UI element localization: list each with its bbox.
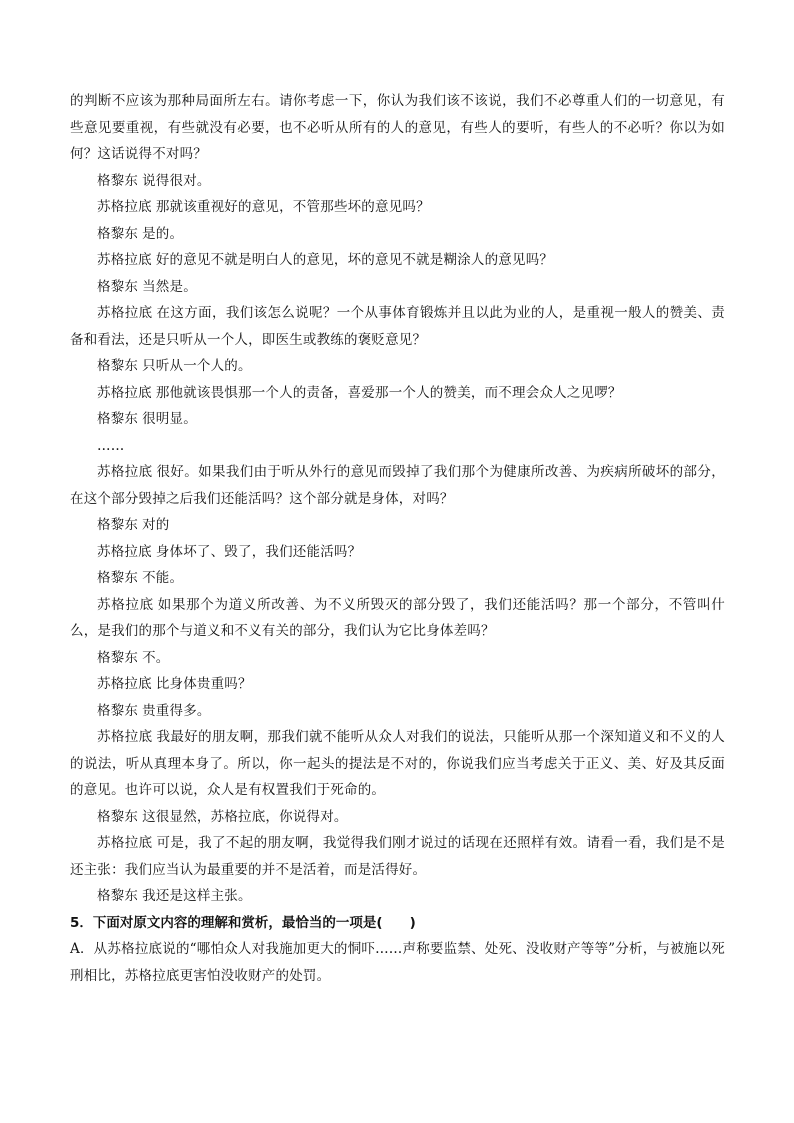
speaker-name: 格黎东 [97,225,139,242]
dialogue-line [70,671,725,698]
dialogue-content: 我最好的朋友啊，那我们就不能听从众人对我们的说法，只能听从那一个深知道义和不义的人的说法，听从真理本身了。所以，你一起头的提法是不对的，你说我们应当考虑关于正义、美、好及其反面的意见。也许可以说，众人是有权置我们于死命的。 [70,729,725,798]
dialogue-line [70,830,725,883]
dialogue-line [70,724,725,804]
speaker-name: 苏格拉底 [97,729,153,745]
speaker-name: 格黎东 [97,702,139,719]
speaker-name: 苏格拉底 [97,199,152,215]
dialogue-line [70,539,725,566]
dialogue-line [70,247,725,274]
speaker-name: 苏格拉底 [97,835,153,851]
speaker-name: 格黎东 [97,517,139,533]
speaker-name: 苏格拉底 [97,676,152,692]
dialogue-content: 那就该重视好的意见，不管那些坏的意见吗？ [155,199,430,215]
dialogue-content: 说得很对。 [142,172,211,189]
speaker-name: 格黎东 [97,649,139,666]
speaker-name: 苏格拉底 [97,384,152,401]
dialogue-content: 那他就该畏惧那一个人的责备，喜爱那一个人的赞美，而不理会众人之见啰？ [155,384,622,401]
speaker-name: 格黎东 [97,570,139,586]
dialogue-text [70,88,725,910]
speaker-name: 苏格拉底 [97,464,153,480]
dialogue-line [70,194,725,221]
dialogue-content: 不能。 [142,570,184,586]
dialogue-content: 贵重得多。 [142,702,211,719]
dialogue-content: 不。 [142,649,170,666]
dialogue-content: 如果那个为道义所改善、为不义所毁灭的部分毁了，我们还能活吗？那一个部分，不管叫什么，是我们的那个与道义和不义有关的部分，我们认为它比身体差吗？ [70,596,725,639]
speaker-name: 苏格拉底 [97,543,152,560]
dialogue-content: 对的 [142,517,170,533]
dialogue-line [70,168,725,195]
dialogue-line [70,698,725,725]
speaker-name: 格黎东 [97,888,139,904]
dialogue-line [70,565,725,592]
dialogue-content: 只听从一个人的。 [142,358,252,374]
dialogue-content: 在这方面，我们该怎么说呢？一个从事体育锻炼并且以此为业的人，是重视一般人的赞美、责备和看法，还是只听从一个人，即医生或教练的褒贬意见？ [70,305,725,348]
dialogue-content: 好的意见不就是明白人的意见，坏的意见不就是糊涂人的意见吗？ [155,252,554,268]
speaker-name: 苏格拉底 [97,596,154,613]
dialogue-content: 很明显。 [142,411,197,427]
continued-paragraph: 的判断不应该为那种局面所左右。请你考虑一下，你认为我们该不该说，我们不必尊重人们的一切意见，有些意见要重视，有些就没有必要，也不必听从所有的人的意见，有些人的要听，有些人的不必听？你以为如何？这话说得不对吗？ [70,93,725,162]
dialogue-content: 当然是。 [142,278,197,295]
speaker-name: 苏格拉底 [97,305,153,321]
ellipsis-line: …… [97,437,125,454]
dialogue-line [70,406,725,433]
dialogue-line [70,380,725,407]
speaker-name: 格黎东 [97,808,139,825]
dialogue-line [70,221,725,248]
question-title: 5．下面对原文内容的理解和赏析，最恰当的一项是( ) [70,914,416,931]
speaker-name: 苏格拉底 [97,252,152,268]
dialogue-content: 很好。如果我们由于听从外行的意见而毁掉了我们那个为健康所改善、为疾病所破坏的部分，在这个部分毁掉之后我们还能活吗？这个部分就是身体，对吗？ [70,464,725,507]
dialogue-line [70,645,725,672]
dialogue-line [70,459,725,512]
dialogue-line [70,883,725,910]
dialogue-content: 可是，我了不起的朋友啊，我觉得我们刚才说过的话现在还照样有效。请看一看，我们是不是还主张：我们应当认为最重要的并不是活着，而是活得好。 [70,835,725,878]
dialogue-line [70,353,725,380]
dialogue-line [70,274,725,301]
dialogue-content: 比身体贵重吗？ [155,676,252,692]
dialogue-line [70,804,725,831]
dialogue-content: 这很显然，苏格拉底，你说得对。 [142,808,348,825]
dialogue-line [70,512,725,539]
dialogue-content: 身体坏了、毁了，我们还能活吗？ [155,543,362,560]
dialogue-content: 是的。 [142,225,184,242]
speaker-name: 格黎东 [97,278,139,295]
document-page [70,88,725,989]
dialogue-line [70,592,725,645]
speaker-name: 格黎东 [97,172,139,189]
speaker-name: 格黎东 [97,358,139,374]
question-option-a: A．从苏格拉底说的“哪怕众人对我施加更大的恫吓……声称要监禁、处死、没收财产等等”分析，与被施以死刑相比，苏格拉底更害怕没收财产的处罚。 [70,941,725,984]
dialogue-content: 我还是这样主张。 [142,888,252,904]
speaker-name: 格黎东 [97,411,139,427]
dialogue-line [70,300,725,353]
